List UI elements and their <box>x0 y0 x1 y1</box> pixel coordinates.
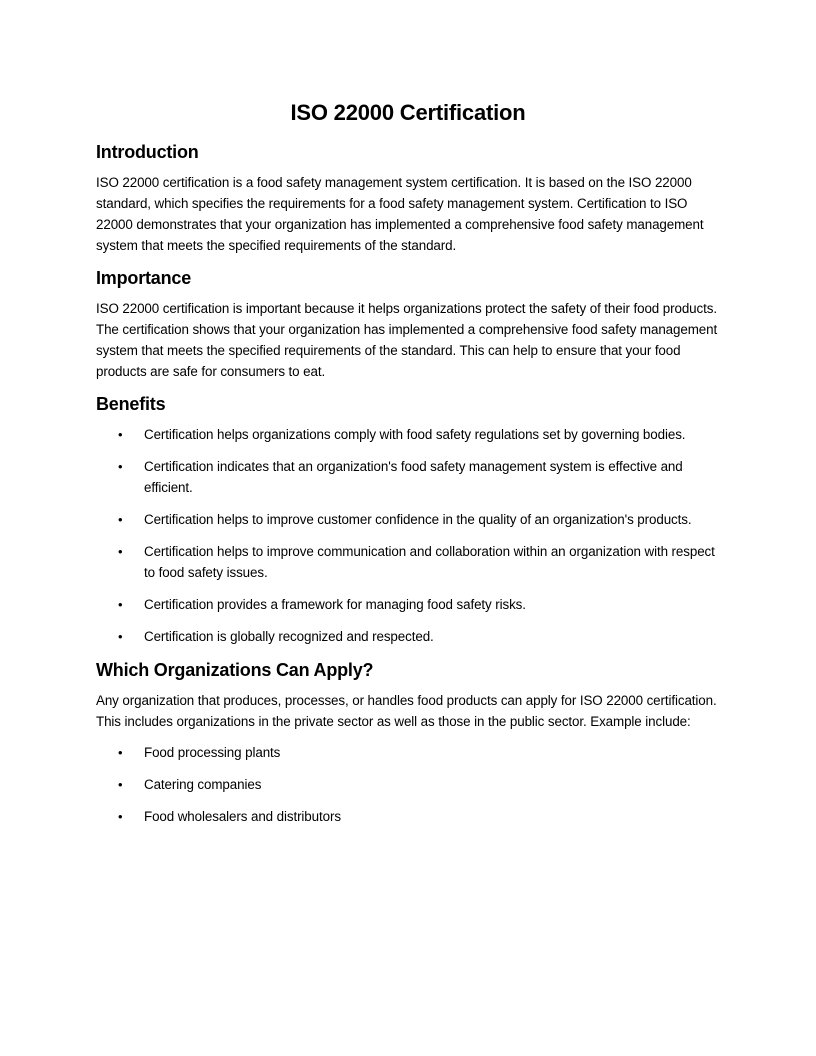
document-title: ISO 22000 Certification <box>290 100 526 125</box>
introduction-heading: Introduction <box>96 142 199 162</box>
list-item <box>96 626 720 647</box>
bullet-icon: • <box>118 777 123 792</box>
benefits-list <box>96 424 720 647</box>
list-item-text: Certification helps to improve communication and collaboration within an organization with respect to food safety issues. <box>144 544 715 580</box>
importance-heading: Importance <box>96 268 192 288</box>
bullet-icon: • <box>118 629 123 644</box>
list-item <box>96 806 720 827</box>
list-item <box>96 424 720 445</box>
benefits-heading: Benefits <box>96 394 166 414</box>
list-item-text: Certification helps to improve customer confidence in the quality of an organization's products. <box>144 512 692 527</box>
list-item-text: Certification is globally recognized and respected. <box>144 629 434 644</box>
bullet-icon: • <box>118 745 123 760</box>
bullet-icon: • <box>118 459 123 474</box>
who-can-apply-heading: Which Organizations Can Apply? <box>96 660 374 680</box>
list-item-text: Certification helps organizations comply with food safety regulations set by governing bodies. <box>144 427 686 442</box>
bullet-icon: • <box>118 427 123 442</box>
bullet-icon: • <box>118 597 123 612</box>
list-item <box>96 456 720 498</box>
importance-paragraph: ISO 22000 certification is important because it helps organizations protect the safety of their food products. The certification shows that your organization has implemented a comprehensive food safety management system that meets the specified requirements of the standard. This can help to ensure that your food products are safe for consumers to eat. <box>96 301 718 379</box>
organization-types-list <box>96 742 720 827</box>
bullet-icon: • <box>118 544 123 559</box>
list-item <box>96 594 720 615</box>
list-item <box>96 774 720 795</box>
list-item <box>96 541 720 583</box>
list-item <box>96 742 720 763</box>
list-item-text: Certification indicates that an organization's food safety management system is effective and efficient. <box>144 459 683 495</box>
introduction-paragraph: ISO 22000 certification is a food safety management system certification. It is based on the ISO 22000 standard, which specifies the requirements for a food safety management system. Certification to ISO 22000 demonstrates that your organization has implemented a comprehensive food safety management system that meets the specified requirements of the standard. <box>96 175 704 253</box>
list-item-text: Food processing plants <box>144 745 281 760</box>
list-item <box>96 509 720 530</box>
list-item-text: Catering companies <box>144 777 262 792</box>
list-item-text: Certification provides a framework for managing food safety risks. <box>144 597 526 612</box>
bullet-icon: • <box>118 512 123 527</box>
document-page <box>96 96 720 838</box>
who-can-apply-paragraph: Any organization that produces, processes, or handles food products can apply for ISO 22000 certification. This includes organizations in the private sector as well as those in the public sector. Example include: <box>96 693 717 729</box>
list-item-text: Food wholesalers and distributors <box>144 809 341 824</box>
bullet-icon: • <box>118 809 123 824</box>
